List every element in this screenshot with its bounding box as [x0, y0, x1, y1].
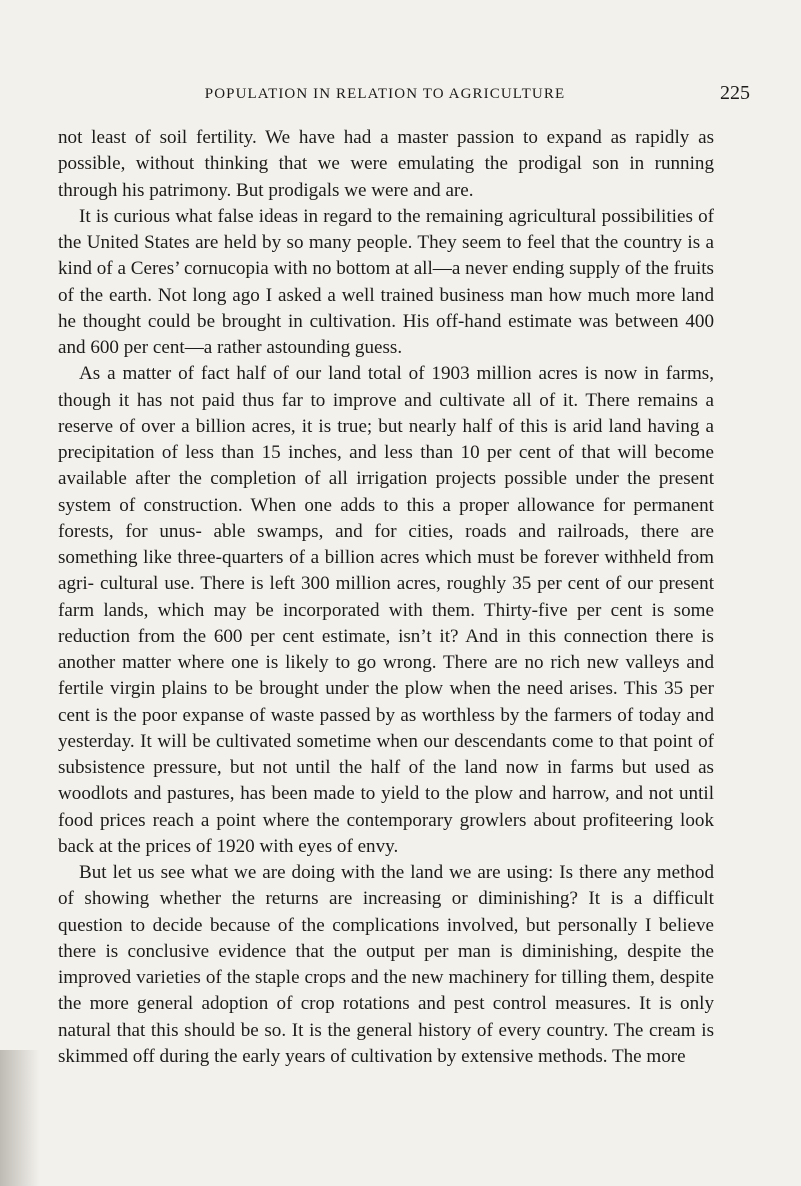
paragraph: It is curious what false ideas in regard to the remaining agricultural possibilities of the United States are held by so many people. They seem to feel that the country is a kind of a Ceres’ cornucopia with no bottom at all—a never ending supply of the fruits of the earth. Not long ago I asked a well trained business man how much more land he thought could be brought in cultivation. His off-hand estimate was between 400 and 600 per cent—a rather astounding guess.	[58, 205, 714, 358]
paragraph-continued: not least of soil fertility. We have had a master passion to expand as rapidly as possible, without thinking that we were emulating the prodigal son in running through his patrimony. But prodigals we were and are.	[58, 127, 714, 201]
body-text	[58, 125, 714, 1070]
page-edge-shadow	[0, 1050, 40, 1186]
page-number: 225	[720, 82, 750, 104]
running-title: POPULATION IN RELATION TO AGRICULTURE	[204, 86, 566, 102]
running-head	[60, 82, 750, 108]
paragraph: As a matter of fact half of our land total of 1903 million acres is now in farms, though it has not paid thus far to improve and cultivate all of it. There remains a reserve of over a billion acres, it is true; but nearly half of this is arid land having a precipitation of less than 15 inches, and less than 10 per cent of that will become available after the completion of all irrigation projects possible under the present system of construction. When one adds to this a proper allowance for permanent forests, for unus- able swamps, and for cities, roads and railroads, there are something like three-quarters of a billion acres which must be forever withheld from agri- cultural use. There is left 300 million acres, roughly 35 per cent of our present farm lands, which may be incorporated with them. Thirty-five per cent is some reduction from the 600 per cent estimate, isn’t it? And in this connection there is another matter where one is likely to go wrong. There are no rich new valleys and fertile virgin plains to be brought under the plow when the need arises. This 35 per cent is the poor expanse of waste passed by as worthless by the farmers of today and yesterday. It will be cultivated sometime when our descendants come to that point of subsistence pressure, but not until the half of the land now in farms but used as woodlots and pastures, has been made to yield to the plow and harrow, and not until food prices reach a point where the contemporary growlers about profiteering look back at the prices of 1920 with eyes of envy.	[58, 363, 714, 857]
paragraph: But let us see what we are doing with the land we are using: Is there any method of showing whether the returns are increasing or diminishing? It is a difficult question to decide because of the complications involved, but personally I believe there is conclusive evidence that the output per man is diminishing, despite the improved varieties of the staple crops and the new machinery for tilling them, despite the more general adoption of crop rotations and pest control measures. It is only natural that this should be so. It is the general history of every country. The cream is skimmed off during the early years of cultivation by extensive methods. The more	[58, 862, 714, 1067]
